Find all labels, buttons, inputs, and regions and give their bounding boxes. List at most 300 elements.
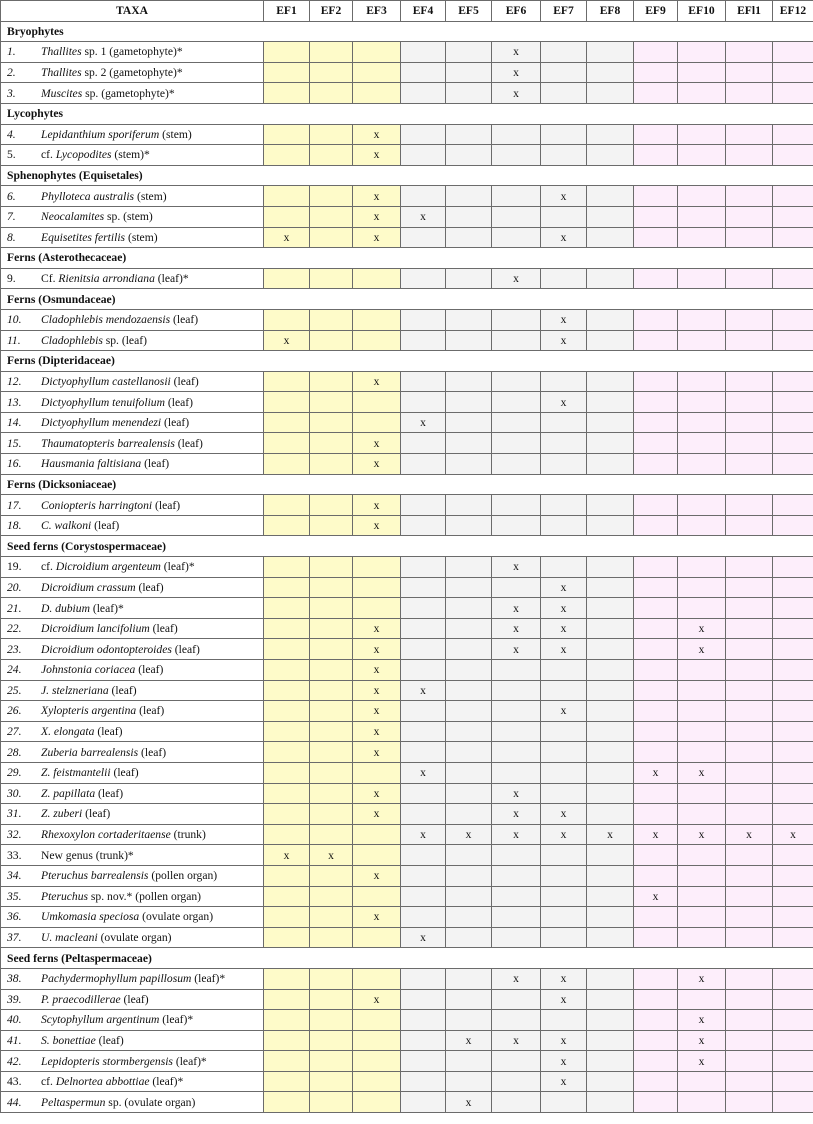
occurrence-cell-ef4 <box>401 454 446 475</box>
occurrence-cell-ef5 <box>446 598 492 619</box>
occurrence-cell-ef12 <box>773 660 813 681</box>
occurrence-cell-ef12 <box>773 268 813 289</box>
taxon-number: 30. <box>7 786 22 800</box>
occurrence-cell-ef11 <box>726 824 773 845</box>
occurrence-cell-ef2 <box>310 83 353 104</box>
occurrence-mark: x <box>698 828 705 842</box>
occurrence-mark: x <box>513 972 519 986</box>
occurrence-cell-ef7 <box>541 1092 587 1113</box>
taxon-row <box>1 989 813 1010</box>
occurrence-cell-ef1 <box>264 371 310 392</box>
occurrence-cell-ef1 <box>264 62 310 83</box>
taxon-descriptor: sp. (leaf) <box>102 333 147 347</box>
taxon-scientific-name: X. elongata <box>41 725 95 739</box>
taxon-descriptor: (leaf) <box>141 457 170 471</box>
occurrence-cell-ef9 <box>634 83 678 104</box>
taxon-descriptor: (leaf) <box>149 622 178 636</box>
taxon-row <box>1 309 813 330</box>
taxon-scientific-name: Lycopodites <box>55 148 112 162</box>
taxon-number: 23. <box>7 642 22 656</box>
occurrence-cell-ef2 <box>310 762 353 783</box>
occurrence-cell-ef8 <box>587 206 634 227</box>
occurrence-cell-ef2 <box>310 515 353 536</box>
occurrence-mark: x <box>465 1033 472 1047</box>
taxon-name-cell <box>1 227 264 248</box>
occurrence-mark: x <box>420 210 426 224</box>
occurrence-cell-ef2 <box>310 1071 353 1092</box>
taxon-row <box>1 433 813 454</box>
occurrence-cell-ef9 <box>634 804 678 825</box>
taxon-scientific-name: Phylloteca australis <box>41 189 135 203</box>
occurrence-cell-ef1 <box>264 742 310 763</box>
occurrence-cell-ef12 <box>773 639 813 660</box>
column-header-taxa: TAXA <box>1 1 264 22</box>
taxon-number: 40. <box>7 1013 22 1027</box>
occurrence-mark: x <box>560 230 567 244</box>
occurrence-cell-ef5 <box>446 577 492 598</box>
taxon-descriptor: (leaf)* <box>191 972 226 986</box>
taxon-name-cell <box>1 433 264 454</box>
occurrence-cell-ef10 <box>678 433 726 454</box>
taxon-scientific-name: Zuberia barrealensis <box>41 745 139 759</box>
taxon-scientific-name: Z. zuberi <box>41 807 83 821</box>
occurrence-cell-ef4 <box>401 1030 446 1051</box>
taxon-name-cell <box>1 762 264 783</box>
occurrence-cell-ef2 <box>310 433 353 454</box>
occurrence-cell-ef7 <box>541 268 587 289</box>
taxon-name-cell <box>1 680 264 701</box>
taxon-number: 4. <box>7 127 16 141</box>
occurrence-cell-ef2 <box>310 412 353 433</box>
taxon-number: 39. <box>7 992 22 1006</box>
occurrence-cell-ef5 <box>446 721 492 742</box>
occurrence-cell-ef7 <box>541 124 587 145</box>
occurrence-cell-ef7 <box>541 1071 587 1092</box>
occurrence-cell-ef1 <box>264 639 310 660</box>
taxon-number: 44. <box>7 1095 22 1109</box>
occurrence-cell-ef3 <box>353 1010 401 1031</box>
taxon-name-cell <box>1 989 264 1010</box>
occurrence-cell-ef2 <box>310 392 353 413</box>
occurrence-mark: x <box>560 580 567 594</box>
occurrence-mark: x <box>513 642 519 656</box>
occurrence-cell-ef7 <box>541 907 587 928</box>
occurrence-cell-ef6 <box>492 783 541 804</box>
taxon-name-cell <box>1 495 264 516</box>
taxon-number: 16. <box>7 457 22 471</box>
occurrence-cell-ef10 <box>678 1071 726 1092</box>
occurrence-cell-ef10 <box>678 907 726 928</box>
taxon-number: 43. <box>7 1075 22 1089</box>
occurrence-cell-ef8 <box>587 865 634 886</box>
occurrence-mark: x <box>513 66 519 80</box>
occurrence-cell-ef8 <box>587 968 634 989</box>
taxon-name-cell <box>1 83 264 104</box>
taxon-scientific-name: Dicroidium argenteum <box>55 560 161 574</box>
occurrence-cell-ef3 <box>353 309 401 330</box>
occurrence-cell-ef1 <box>264 557 310 578</box>
taxon-scientific-name: Dicroidium odontopteroides <box>41 642 172 656</box>
taxon-descriptor: (leaf) <box>108 683 137 697</box>
occurrence-mark: x <box>373 663 380 677</box>
occurrence-cell-ef9 <box>634 783 678 804</box>
occurrence-cell-ef7 <box>541 660 587 681</box>
occurrence-cell-ef5 <box>446 1030 492 1051</box>
occurrence-mark: x <box>513 622 519 636</box>
occurrence-cell-ef8 <box>587 124 634 145</box>
taxon-descriptor: (leaf) <box>170 374 199 388</box>
occurrence-cell-ef1 <box>264 865 310 886</box>
occurrence-cell-ef9 <box>634 1010 678 1031</box>
occurrence-cell-ef9 <box>634 1030 678 1051</box>
occurrence-cell-ef6 <box>492 804 541 825</box>
occurrence-cell-ef3 <box>353 639 401 660</box>
occurrence-cell-ef10 <box>678 968 726 989</box>
occurrence-mark: x <box>560 972 567 986</box>
occurrence-cell-ef3 <box>353 330 401 351</box>
occurrence-cell-ef6 <box>492 1030 541 1051</box>
occurrence-cell-ef4 <box>401 804 446 825</box>
column-header-ef4: EF4 <box>401 1 446 22</box>
taxon-row <box>1 577 813 598</box>
taxon-scientific-name: Coniopteris harringtoni <box>41 498 153 512</box>
occurrence-cell-ef5 <box>446 186 492 207</box>
group-title: Ferns (Dipteridaceae) <box>1 351 813 372</box>
occurrence-cell-ef5 <box>446 124 492 145</box>
occurrence-cell-ef9 <box>634 1071 678 1092</box>
taxon-name-cell <box>1 660 264 681</box>
column-header-ef2: EF2 <box>310 1 353 22</box>
occurrence-cell-ef12 <box>773 186 813 207</box>
taxon-scientific-name: Lepidopteris stormbergensis <box>41 1054 173 1068</box>
occurrence-cell-ef2 <box>310 371 353 392</box>
taxon-number: 5. <box>7 148 16 162</box>
occurrence-cell-ef5 <box>446 268 492 289</box>
occurrence-cell-ef5 <box>446 454 492 475</box>
occurrence-mark: x <box>373 869 380 883</box>
occurrence-cell-ef2 <box>310 1051 353 1072</box>
taxon-name-cell <box>1 824 264 845</box>
occurrence-cell-ef10 <box>678 927 726 948</box>
taxon-row <box>1 762 813 783</box>
occurrence-cell-ef1 <box>264 598 310 619</box>
group-title: Lycophytes <box>1 103 813 124</box>
occurrence-cell-ef10 <box>678 186 726 207</box>
occurrence-cell-ef11 <box>726 660 773 681</box>
occurrence-cell-ef2 <box>310 639 353 660</box>
occurrence-cell-ef7 <box>541 742 587 763</box>
occurrence-cell-ef7 <box>541 1010 587 1031</box>
taxon-name-cell <box>1 1010 264 1031</box>
occurrence-cell-ef9 <box>634 907 678 928</box>
occurrence-cell-ef6 <box>492 598 541 619</box>
occurrence-cell-ef9 <box>634 495 678 516</box>
occurrence-cell-ef8 <box>587 721 634 742</box>
occurrence-mark: x <box>373 786 380 800</box>
occurrence-cell-ef2 <box>310 1030 353 1051</box>
header-row <box>1 1 813 22</box>
occurrence-cell-ef6 <box>492 577 541 598</box>
occurrence-cell-ef6 <box>492 1051 541 1072</box>
occurrence-cell-ef7 <box>541 865 587 886</box>
occurrence-cell-ef7 <box>541 186 587 207</box>
occurrence-cell-ef11 <box>726 515 773 536</box>
occurrence-cell-ef9 <box>634 865 678 886</box>
occurrence-cell-ef7 <box>541 392 587 413</box>
taxon-descriptor: (leaf) <box>95 786 124 800</box>
occurrence-mark: x <box>560 704 567 718</box>
occurrence-cell-ef11 <box>726 1030 773 1051</box>
group-title: Bryophytes <box>1 21 813 42</box>
taxon-row <box>1 268 813 289</box>
occurrence-cell-ef10 <box>678 62 726 83</box>
occurrence-cell-ef4 <box>401 42 446 63</box>
occurrence-cell-ef11 <box>726 454 773 475</box>
occurrence-cell-ef11 <box>726 62 773 83</box>
occurrence-cell-ef3 <box>353 145 401 166</box>
occurrence-cell-ef1 <box>264 968 310 989</box>
taxon-descriptor: sp. 2 (gametophyte)* <box>81 66 183 80</box>
occurrence-cell-ef8 <box>587 577 634 598</box>
taxon-name-cell <box>1 145 264 166</box>
occurrence-mark: x <box>373 374 380 388</box>
occurrence-cell-ef1 <box>264 145 310 166</box>
taxon-name-cell <box>1 309 264 330</box>
taxon-name-cell <box>1 783 264 804</box>
occurrence-cell-ef12 <box>773 680 813 701</box>
occurrence-cell-ef6 <box>492 268 541 289</box>
occurrence-cell-ef9 <box>634 577 678 598</box>
taxon-descriptor: (leaf) <box>171 642 200 656</box>
group-header-row <box>1 351 813 372</box>
occurrence-cell-ef5 <box>446 62 492 83</box>
taxon-descriptor: (leaf) <box>91 519 120 533</box>
occurrence-cell-ef2 <box>310 660 353 681</box>
occurrence-cell-ef2 <box>310 145 353 166</box>
taxon-number: 17. <box>7 498 22 512</box>
occurrence-cell-ef2 <box>310 783 353 804</box>
occurrence-cell-ef11 <box>726 1071 773 1092</box>
taxon-scientific-name: Muscites <box>41 86 83 100</box>
occurrence-cell-ef6 <box>492 865 541 886</box>
column-header-ef7: EF7 <box>541 1 587 22</box>
column-header-ef1: EF1 <box>264 1 310 22</box>
occurrence-cell-ef4 <box>401 412 446 433</box>
taxon-name-cell <box>1 618 264 639</box>
occurrence-cell-ef5 <box>446 865 492 886</box>
occurrence-cell-ef2 <box>310 865 353 886</box>
occurrence-cell-ef1 <box>264 783 310 804</box>
occurrence-cell-ef10 <box>678 392 726 413</box>
occurrence-cell-ef11 <box>726 721 773 742</box>
taxon-scientific-name: J. stelzneriana <box>41 683 109 697</box>
occurrence-cell-ef10 <box>678 371 726 392</box>
occurrence-cell-ef4 <box>401 495 446 516</box>
occurrence-cell-ef6 <box>492 927 541 948</box>
occurrence-cell-ef4 <box>401 433 446 454</box>
occurrence-cell-ef7 <box>541 83 587 104</box>
taxon-descriptor: (pollen organ) <box>148 869 218 883</box>
occurrence-cell-ef7 <box>541 62 587 83</box>
occurrence-cell-ef12 <box>773 1092 813 1113</box>
occurrence-cell-ef9 <box>634 206 678 227</box>
occurrence-mark: x <box>698 766 705 780</box>
taxon-scientific-name: Rhexoxylon cortaderitaense <box>41 828 171 842</box>
occurrence-cell-ef1 <box>264 927 310 948</box>
occurrence-cell-ef6 <box>492 227 541 248</box>
taxon-descriptor: cf. <box>41 148 56 162</box>
occurrence-cell-ef2 <box>310 186 353 207</box>
occurrence-cell-ef12 <box>773 762 813 783</box>
taxon-name-cell <box>1 557 264 578</box>
taxon-row <box>1 206 813 227</box>
occurrence-cell-ef5 <box>446 639 492 660</box>
occurrence-cell-ef11 <box>726 227 773 248</box>
occurrence-cell-ef2 <box>310 62 353 83</box>
occurrence-cell-ef8 <box>587 742 634 763</box>
occurrence-cell-ef3 <box>353 762 401 783</box>
occurrence-cell-ef4 <box>401 145 446 166</box>
occurrence-cell-ef5 <box>446 557 492 578</box>
occurrence-cell-ef6 <box>492 145 541 166</box>
occurrence-mark: x <box>513 828 519 842</box>
occurrence-cell-ef4 <box>401 309 446 330</box>
occurrence-mark: x <box>373 704 380 718</box>
taxon-number: 1. <box>7 45 16 59</box>
occurrence-cell-ef9 <box>634 1051 678 1072</box>
occurrence-cell-ef9 <box>634 660 678 681</box>
taxon-row <box>1 1092 813 1113</box>
occurrence-cell-ef11 <box>726 968 773 989</box>
occurrence-cell-ef2 <box>310 886 353 907</box>
column-header-ef9: EF9 <box>634 1 678 22</box>
occurrence-cell-ef12 <box>773 845 813 866</box>
column-header-ef5: EF5 <box>446 1 492 22</box>
taxon-number: 31. <box>7 807 22 821</box>
occurrence-cell-ef8 <box>587 268 634 289</box>
taxon-scientific-name: Pachydermophyllum papillosum <box>41 972 192 986</box>
taxon-scientific-name: Equisetites fertilis <box>41 230 126 244</box>
occurrence-cell-ef7 <box>541 845 587 866</box>
occurrence-cell-ef11 <box>726 268 773 289</box>
occurrence-cell-ef7 <box>541 145 587 166</box>
group-header-row <box>1 289 813 310</box>
occurrence-cell-ef2 <box>310 577 353 598</box>
occurrence-cell-ef8 <box>587 186 634 207</box>
occurrence-cell-ef7 <box>541 598 587 619</box>
occurrence-cell-ef12 <box>773 1051 813 1072</box>
group-title: Sphenophytes (Equisetales) <box>1 165 813 186</box>
taxon-number: 22. <box>7 622 22 636</box>
occurrence-cell-ef1 <box>264 268 310 289</box>
taxon-name-cell <box>1 330 264 351</box>
occurrence-cell-ef12 <box>773 392 813 413</box>
occurrence-cell-ef12 <box>773 783 813 804</box>
taxon-number: 37. <box>7 931 22 945</box>
occurrence-cell-ef12 <box>773 62 813 83</box>
taxon-descriptor: (leaf) <box>136 704 165 718</box>
occurrence-cell-ef5 <box>446 927 492 948</box>
occurrence-cell-ef12 <box>773 454 813 475</box>
taxon-scientific-name: Pteruchus <box>41 889 89 903</box>
column-header-ef6: EF6 <box>492 1 541 22</box>
occurrence-cell-ef10 <box>678 762 726 783</box>
occurrence-cell-ef1 <box>264 907 310 928</box>
occurrence-cell-ef9 <box>634 680 678 701</box>
occurrence-mark: x <box>373 910 380 924</box>
taxon-name-cell <box>1 1030 264 1051</box>
occurrence-cell-ef5 <box>446 783 492 804</box>
occurrence-cell-ef9 <box>634 762 678 783</box>
taxon-number: 38. <box>7 972 22 986</box>
occurrence-cell-ef4 <box>401 989 446 1010</box>
occurrence-cell-ef1 <box>264 515 310 536</box>
occurrence-cell-ef12 <box>773 989 813 1010</box>
taxon-descriptor: cf. <box>41 1075 56 1089</box>
taxon-name-cell <box>1 701 264 722</box>
occurrence-mark: x <box>420 416 426 430</box>
occurrence-cell-ef2 <box>310 907 353 928</box>
occurrence-cell-ef4 <box>401 907 446 928</box>
occurrence-cell-ef3 <box>353 968 401 989</box>
occurrence-cell-ef7 <box>541 989 587 1010</box>
occurrence-cell-ef5 <box>446 412 492 433</box>
occurrence-cell-ef2 <box>310 721 353 742</box>
occurrence-cell-ef12 <box>773 907 813 928</box>
occurrence-mark: x <box>560 1033 567 1047</box>
occurrence-mark: x <box>373 807 380 821</box>
occurrence-cell-ef8 <box>587 495 634 516</box>
taxon-descriptor: (stem)* <box>111 148 150 162</box>
occurrence-cell-ef8 <box>587 660 634 681</box>
occurrence-mark: x <box>328 848 334 862</box>
taxon-number: 20. <box>7 580 22 594</box>
taxon-number: 42. <box>7 1054 22 1068</box>
occurrence-mark: x <box>560 807 567 821</box>
occurrence-cell-ef10 <box>678 1010 726 1031</box>
occurrence-cell-ef3 <box>353 618 401 639</box>
taxon-number: 36. <box>7 910 22 924</box>
occurrence-cell-ef9 <box>634 701 678 722</box>
occurrence-cell-ef6 <box>492 433 541 454</box>
taxon-row <box>1 557 813 578</box>
occurrence-cell-ef12 <box>773 577 813 598</box>
taxon-name-cell <box>1 454 264 475</box>
taxon-descriptor: sp. nov.* (pollen organ) <box>88 889 202 903</box>
taxon-number: 7. <box>7 210 16 224</box>
occurrence-cell-ef1 <box>264 824 310 845</box>
group-title: Ferns (Dicksoniaceae) <box>1 474 813 495</box>
occurrence-cell-ef9 <box>634 618 678 639</box>
occurrence-cell-ef7 <box>541 804 587 825</box>
occurrence-cell-ef12 <box>773 1010 813 1031</box>
occurrence-cell-ef3 <box>353 1051 401 1072</box>
occurrence-cell-ef10 <box>678 1092 726 1113</box>
occurrence-cell-ef10 <box>678 206 726 227</box>
occurrence-cell-ef3 <box>353 515 401 536</box>
occurrence-cell-ef9 <box>634 742 678 763</box>
occurrence-cell-ef8 <box>587 824 634 845</box>
occurrence-cell-ef3 <box>353 42 401 63</box>
occurrence-mark: x <box>283 848 290 862</box>
occurrence-cell-ef6 <box>492 392 541 413</box>
occurrence-cell-ef5 <box>446 1010 492 1031</box>
occurrence-cell-ef2 <box>310 309 353 330</box>
occurrence-cell-ef1 <box>264 701 310 722</box>
occurrence-cell-ef3 <box>353 371 401 392</box>
occurrence-cell-ef12 <box>773 618 813 639</box>
taxon-row <box>1 660 813 681</box>
